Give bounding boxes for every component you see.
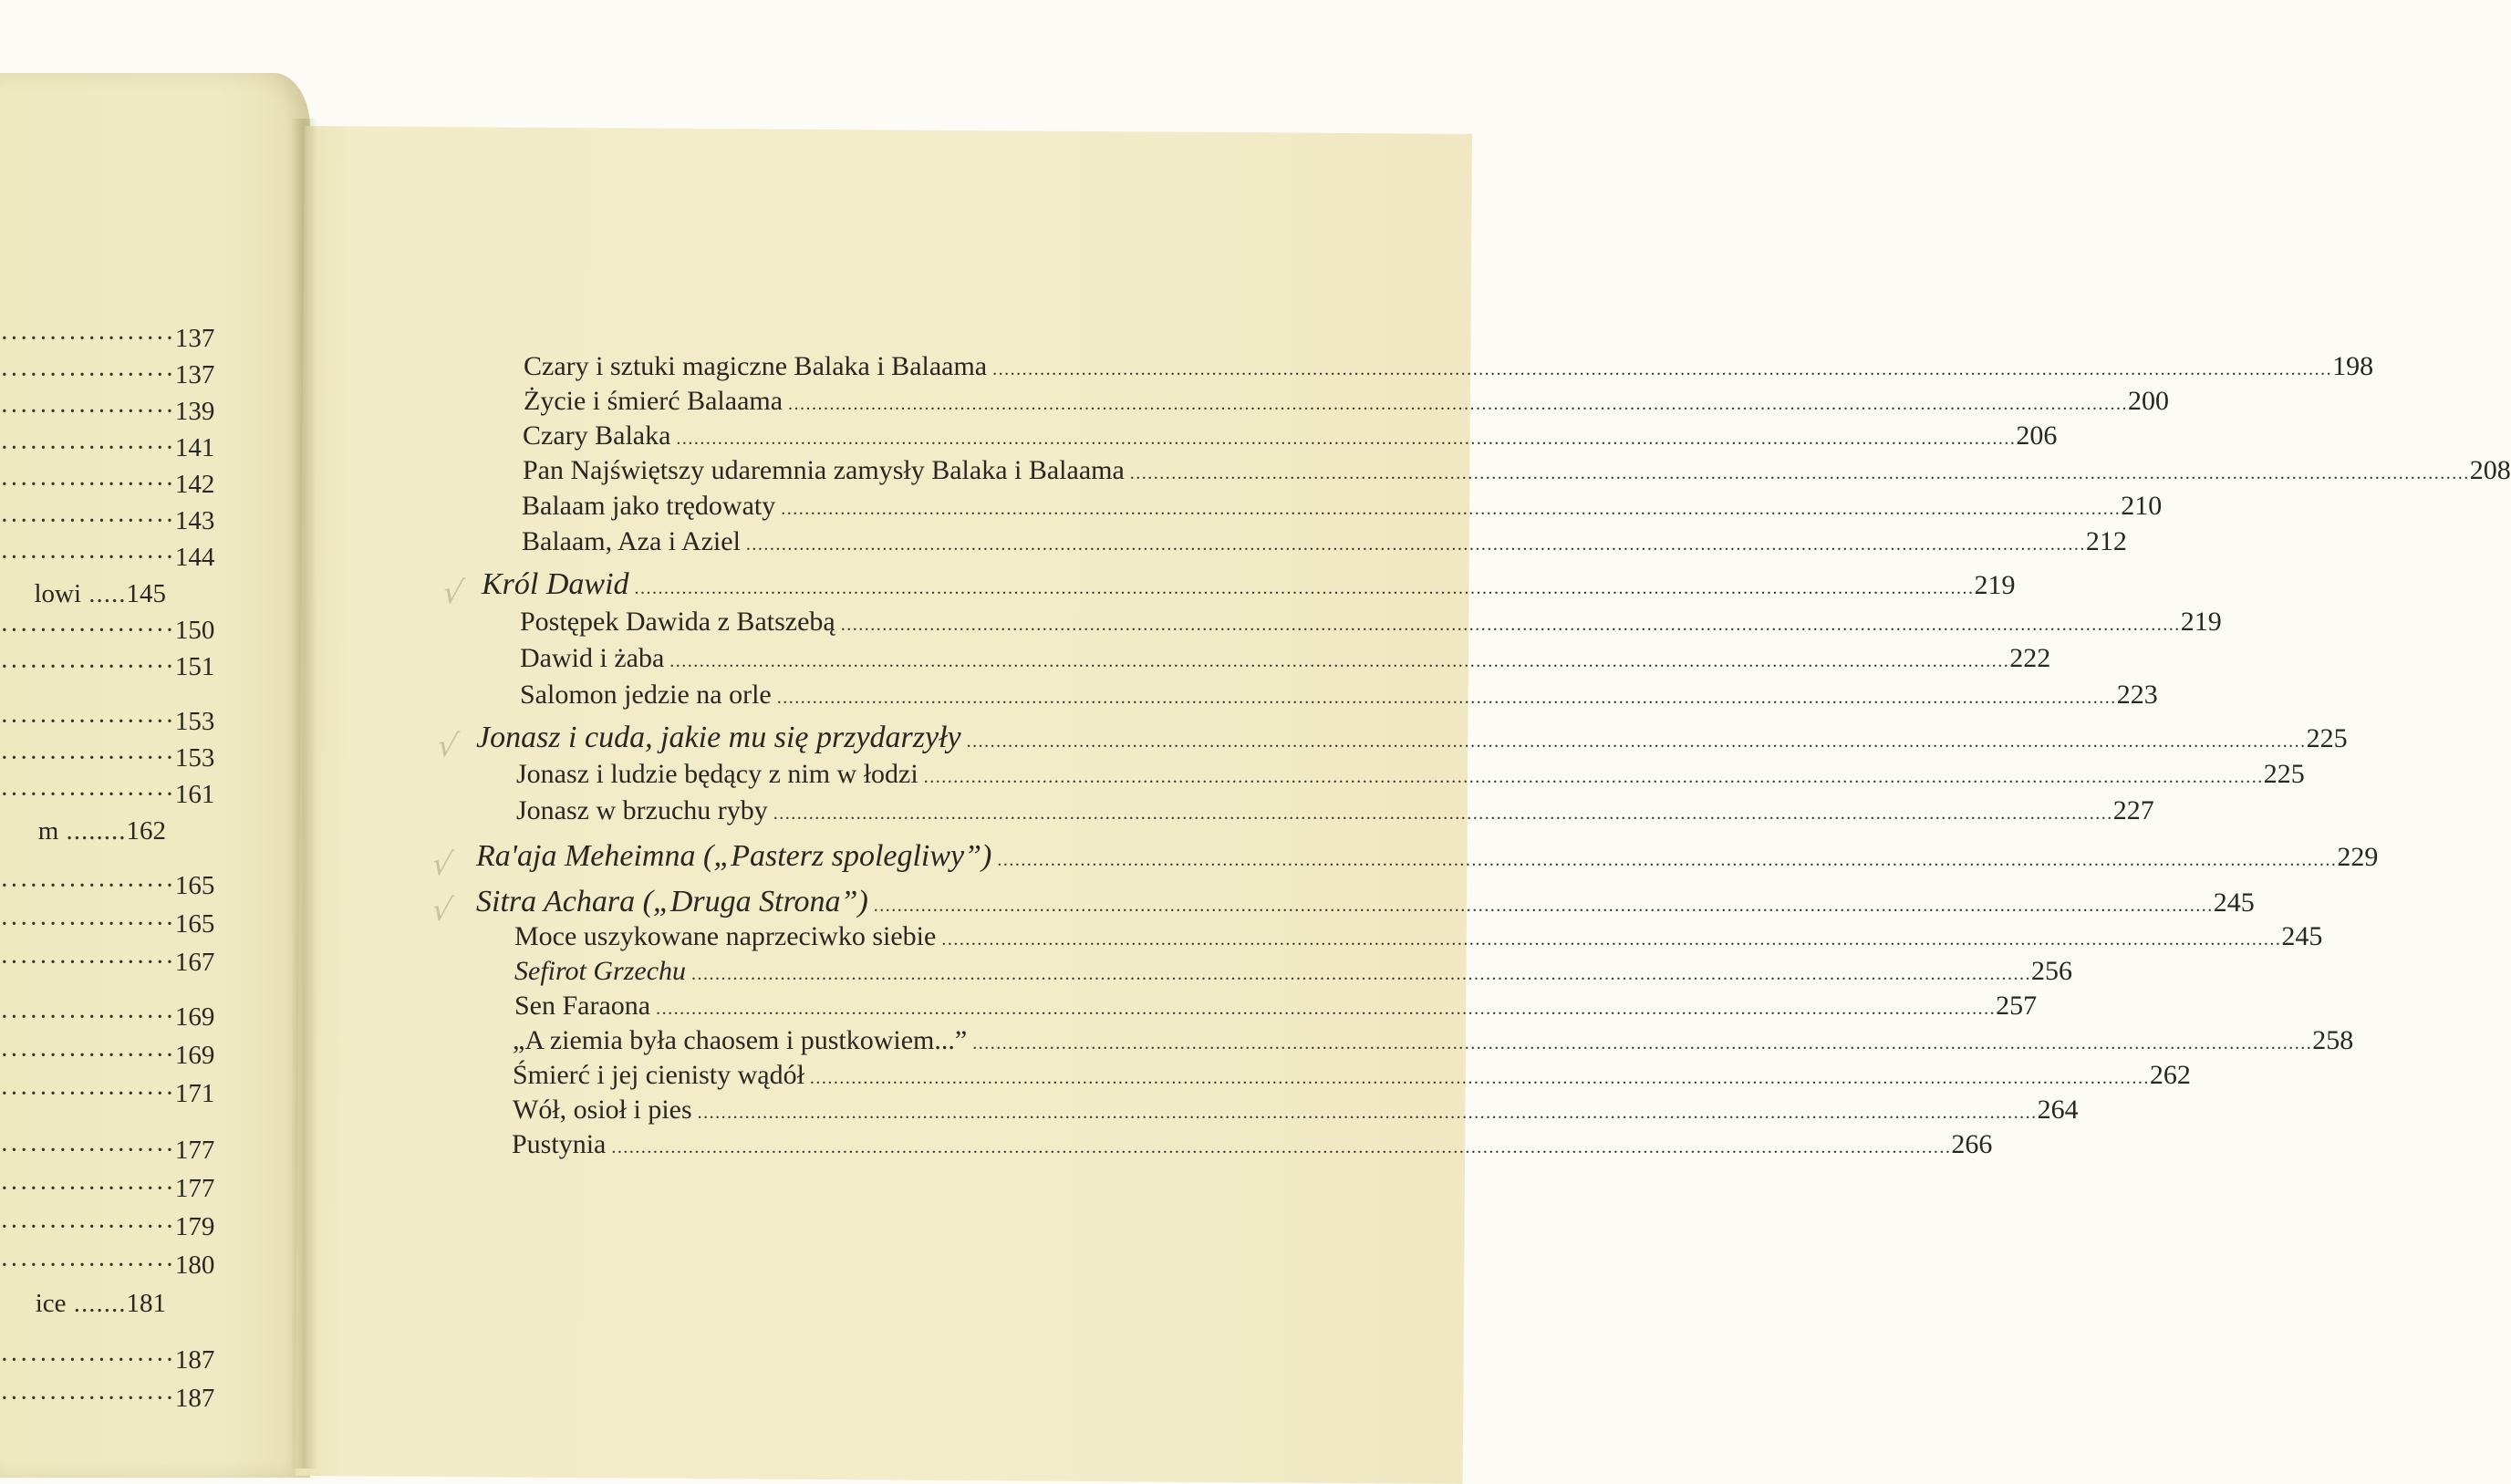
left-toc-entry: ··················165 bbox=[0, 909, 215, 939]
left-toc-entry: ··················139 bbox=[0, 397, 215, 426]
left-toc-entry: ··················187 bbox=[0, 1384, 215, 1413]
toc-entry: Sen Faraona ..... 257 bbox=[514, 991, 1346, 1022]
pencil-check-icon: √ bbox=[434, 728, 462, 764]
left-toc-entry: ··················177 bbox=[0, 1174, 215, 1203]
toc-entry: Moce uszykowane naprzeciwko siebie ..... 245 bbox=[514, 921, 1346, 952]
left-toc-entry: ··················167 bbox=[0, 948, 215, 977]
left-toc-entry: m ........162 bbox=[37, 816, 166, 846]
left-toc-entry: ··················169 bbox=[0, 1002, 215, 1032]
toc-entry: Śmierć i jej cienisty wądół ..... 262 bbox=[513, 1060, 1348, 1091]
left-toc-entry: ··················142 bbox=[0, 470, 215, 499]
toc-entry: Jonasz i ludzie będący z nim w łodzi ..... 225 bbox=[516, 759, 1343, 790]
left-toc-entry: ··················137 bbox=[0, 360, 215, 389]
toc-chapter: Król Dawid ..... 219 bbox=[482, 567, 1339, 602]
left-toc-entry: ··················141 bbox=[0, 433, 215, 462]
pencil-check-icon: √ bbox=[429, 846, 456, 883]
toc-entry: Sefirot Grzechu ..... 256 bbox=[514, 956, 1346, 987]
toc-chapter: Sitra Achara („Druga Strona”) ..... 245 bbox=[476, 885, 1344, 919]
left-toc-entry: ··················165 bbox=[0, 871, 215, 900]
left-toc-entry: ··················150 bbox=[0, 616, 215, 645]
toc-entry: Życie i śmierć Balaama ..... 200 bbox=[524, 386, 1333, 417]
left-toc-entry: ··················153 bbox=[0, 743, 215, 773]
left-toc-entry: ··················177 bbox=[0, 1136, 215, 1165]
toc-entry: Dawid i żaba ..... 222 bbox=[520, 643, 1341, 674]
left-toc-entry: ··················143 bbox=[0, 506, 215, 535]
toc-entry: Balaam, Aza i Aziel ..... 212 bbox=[522, 526, 1339, 557]
toc-entry: Salomon jedzie na orle ..... 223 bbox=[520, 680, 1343, 711]
pencil-check-icon: √ bbox=[440, 575, 467, 611]
toc-entry: Wół, osioł i pies ..... 264 bbox=[513, 1095, 1350, 1126]
toc-chapter: Ra'aja Meheimna („Pasterz spolegliwy”) ..... 229 bbox=[476, 839, 1344, 874]
left-toc-entry: ··················144 bbox=[0, 543, 215, 572]
toc-entry: Czary i sztuki magiczne Balaka i Balaama ..... 198 bbox=[524, 351, 1333, 382]
left-toc-entry: ··················187 bbox=[0, 1345, 215, 1375]
left-toc-entry: ice .......181 bbox=[35, 1289, 166, 1318]
toc-chapter: Jonasz i cuda, jakie mu się przydarzyły ..... 225 bbox=[476, 721, 1343, 755]
left-toc-entry: ··················161 bbox=[0, 780, 215, 809]
toc-entry: Jonasz w brzuchu ryby ..... 227 bbox=[516, 795, 1343, 826]
left-toc-entry: ··················169 bbox=[0, 1041, 215, 1070]
toc-entry: Postępek Dawida z Batszebą ..... 219 bbox=[520, 607, 1341, 638]
toc-entry: Pan Najświętszy udaremnia zamysły Balaka i Balaama ..... 208 bbox=[523, 455, 1336, 486]
left-toc-entry: lowi .....145 bbox=[34, 579, 166, 608]
toc-entry: Balaam jako trędowaty ..... 210 bbox=[522, 491, 1337, 522]
left-toc-entry: ··················179 bbox=[0, 1212, 215, 1241]
left-toc-entry: ··················180 bbox=[0, 1251, 215, 1280]
left-toc-entry: ··················171 bbox=[0, 1079, 215, 1108]
left-toc-entry: ··················153 bbox=[0, 707, 215, 736]
toc-entry: Czary Balaka ..... 206 bbox=[523, 420, 1334, 451]
left-toc-entry: ··················151 bbox=[0, 652, 215, 681]
pencil-check-icon: √ bbox=[429, 892, 456, 929]
toc-entry: „A ziemia była chaosem i pustkowiem...” ..... 258 bbox=[513, 1025, 1346, 1056]
toc-entry: Pustynia ..... 266 bbox=[512, 1129, 1351, 1160]
left-toc-entry: ··················137 bbox=[0, 324, 215, 353]
